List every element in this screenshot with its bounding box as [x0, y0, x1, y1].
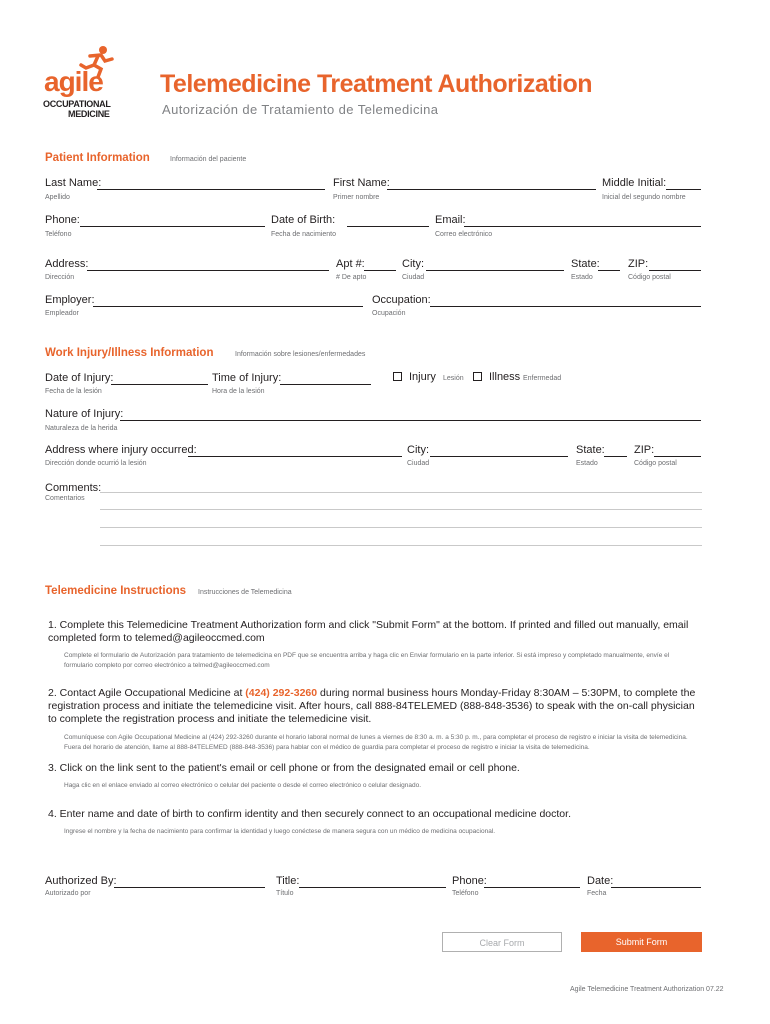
step-4-es: Ingrese el nombre y la fecha de nacimiento para confirmar la identidad y luego conéctese de manera segura con un médico de medicina ocupacional. [64, 828, 496, 835]
middle-initial-field[interactable] [666, 189, 701, 190]
auth-date-field[interactable] [611, 887, 701, 888]
comments-label-es: Comentarios [45, 495, 85, 502]
step-3-es: Haga clic en el enlace enviado al correo electrónico o celular del paciente o desde el correo electrónico o celular designado. [64, 782, 421, 789]
auth-date-label: Date: [587, 875, 614, 887]
authorized-by-label: Authorized By: [45, 875, 117, 887]
footer-text: Agile Telemedicine Treatment Authorization 07.22 [570, 986, 724, 993]
state-field[interactable] [598, 270, 620, 271]
dob-label: Date of Birth: [271, 214, 336, 226]
nature-label: Nature of Injury: [45, 408, 124, 420]
auth-phone-field[interactable] [484, 887, 580, 888]
step-1-es: Complete el formulario de Autorización para tratamiento de telemedicina en PDF que se encuentra arriba y haga clic en Enviar formulario en la parte inferior. Si está impreso y completado manualmente, envíe el formulario completo por correo electrónico a telmed@agileoccmed.com [64, 652, 670, 669]
injury-city-field[interactable] [430, 456, 568, 457]
injury-heading-es: Información sobre lesiones/enfermedades [235, 351, 366, 358]
injury-state-label-es: Estado [576, 460, 598, 467]
apt-field[interactable] [364, 270, 396, 271]
patient-heading-es: Información del paciente [170, 156, 247, 163]
zip-label: ZIP: [628, 258, 649, 270]
auth-title-label: Title: [276, 875, 300, 887]
logo [40, 44, 120, 122]
step-2-prefix: 2. Contact Agile Occupational Medicine at [48, 687, 246, 699]
middle-initial-label-es: Inicial del segundo nombre [602, 194, 686, 201]
injury-address-label-es: Dirección donde ocurrió la lesión [45, 460, 147, 467]
email-label-es: Correo electrónico [435, 231, 493, 238]
occupation-label: Occupation: [372, 294, 431, 306]
comments-label: Comments: [45, 482, 102, 494]
apt-label-es: # De apto [336, 274, 367, 281]
illness-checkbox[interactable] [473, 372, 482, 381]
injury-time-label-es: Hora de la lesión [212, 388, 265, 395]
instructions-heading: Telemedicine Instructions [45, 585, 187, 597]
auth-title-field[interactable] [299, 887, 446, 888]
employer-label: Employer: [45, 294, 95, 306]
apt-label: Apt #: [336, 258, 365, 270]
nature-field[interactable] [120, 420, 701, 421]
nature-label-es: Naturaleza de la herida [45, 425, 118, 432]
city-field[interactable] [426, 270, 564, 271]
auth-title-label-es: Título [276, 890, 294, 897]
submit-form-button[interactable]: Submit Form [581, 932, 702, 952]
authorized-by-label-es: Autorizado por [45, 890, 91, 897]
comments-field[interactable] [100, 486, 702, 548]
address-label: Address: [45, 258, 89, 270]
clear-form-button[interactable]: Clear Form [442, 932, 562, 952]
auth-date-label-es: Fecha [587, 890, 607, 897]
injury-zip-label: ZIP: [634, 444, 655, 456]
comments-line [100, 492, 702, 493]
email-field[interactable] [464, 226, 701, 227]
last-name-label: Last Name: [45, 177, 102, 189]
injury-option-label-es: Lesión [443, 375, 464, 382]
patient-heading: Patient Information [45, 152, 150, 164]
address-label-es: Dirección [45, 274, 75, 281]
step-4: 4. Enter name and date of birth to confirm identity and then securely connect to an occupational medicine doctor. [48, 808, 571, 820]
auth-phone-label-es: Teléfono [452, 890, 479, 897]
injury-date-label: Date of Injury: [45, 372, 114, 384]
occupation-field[interactable] [430, 306, 701, 307]
phone-label-es: Teléfono [45, 231, 72, 238]
first-name-label: First Name: [333, 177, 390, 189]
illness-option-label-es: Enfermedad [523, 375, 562, 382]
step-3: 3. Click on the link sent to the patient's email or cell phone or from the designated email or cell phone. [48, 762, 520, 774]
first-name-label-es: Primer nombre [333, 194, 380, 201]
injury-date-field[interactable] [111, 384, 208, 385]
injury-address-label: Address where injury occurred: [45, 444, 197, 456]
step-2-es: Comuníquese con Agile Occupational Medicine al (424) 292-3260 durante el horario laboral normal de lunes a viernes de 8:30 a. m. a 5:30 p. m., para completar el proceso de registro e iniciar la visita de telemedicina. Fuera del horario de atención, llame al 888-84TELEMED (888-848-3536) para hablar con el médico de guardia para completar el proceso de registro e iniciar la visita de telemedicina. [64, 734, 688, 751]
comments-line [100, 509, 702, 510]
last-name-label-es: Apellido [45, 194, 70, 201]
step-2 [48, 687, 698, 726]
occupation-label-es: Ocupación [372, 310, 406, 317]
email-label: Email: [435, 214, 466, 226]
address-field[interactable] [87, 270, 329, 271]
injury-address-field[interactable] [188, 456, 402, 457]
authorized-by-field[interactable] [114, 887, 265, 888]
injury-option-label: Injury [409, 371, 436, 383]
city-label: City: [402, 258, 424, 270]
middle-initial-label: Middle Initial: [602, 177, 667, 189]
injury-state-label: State: [576, 444, 605, 456]
employer-field[interactable] [93, 306, 363, 307]
logo-line2: MEDICINE [68, 109, 110, 119]
injury-city-label: City: [407, 444, 429, 456]
first-name-field[interactable] [387, 189, 596, 190]
auth-phone-label: Phone: [452, 875, 487, 887]
injury-city-label-es: Ciudad [407, 460, 430, 467]
state-label: State: [571, 258, 600, 270]
injury-zip-field[interactable] [654, 456, 701, 457]
dob-field[interactable] [347, 226, 429, 227]
instructions-heading-es: Instrucciones de Telemedicina [198, 589, 292, 596]
zip-field[interactable] [649, 270, 701, 271]
employer-label-es: Empleador [45, 310, 79, 317]
injury-state-field[interactable] [604, 456, 627, 457]
comments-line [100, 527, 702, 528]
city-label-es: Ciudad [402, 274, 425, 281]
comments-line [100, 545, 702, 546]
injury-time-label: Time of Injury: [212, 372, 282, 384]
step-2-suffix: during normal business hours Monday-Friday 8:30AM – 5:30PM, to complete the registration process and initiate the telemedicine visit. After hours, call 888-84TELEMED (888-848-3536) to speak with the on-call physician to complete the registration process and initiate the telemedicine visit. [48, 687, 696, 725]
logo-wordmark: agile [44, 66, 103, 97]
dob-label-es: Fecha de nacimiento [271, 231, 336, 238]
page-subtitle: Autorización de Tratamiento de Telemedicina [162, 102, 439, 117]
step-2-phone: (424) 292-3260 [245, 687, 318, 699]
zip-label-es: Código postal [628, 274, 671, 281]
step-1: 1. Complete this Telemedicine Treatment Authorization form and click "Submit Form" at the bottom. If printed and filled out manually, email completed form to telemed@agileoccmed.com [48, 619, 689, 644]
injury-date-label-es: Fecha de la lesión [45, 388, 102, 395]
phone-label: Phone: [45, 214, 80, 226]
last-name-field[interactable] [97, 189, 325, 190]
injury-zip-label-es: Código postal [634, 460, 677, 467]
logo-line1: OCCUPATIONAL [43, 99, 111, 109]
injury-time-field[interactable] [280, 384, 371, 385]
illness-option-label: Illness [489, 371, 521, 383]
injury-checkbox[interactable] [393, 372, 402, 381]
page-title: Telemedicine Treatment Authorization [160, 70, 593, 98]
phone-field[interactable] [80, 226, 265, 227]
injury-heading: Work Injury/Illness Information [45, 347, 214, 359]
state-label-es: Estado [571, 274, 593, 281]
